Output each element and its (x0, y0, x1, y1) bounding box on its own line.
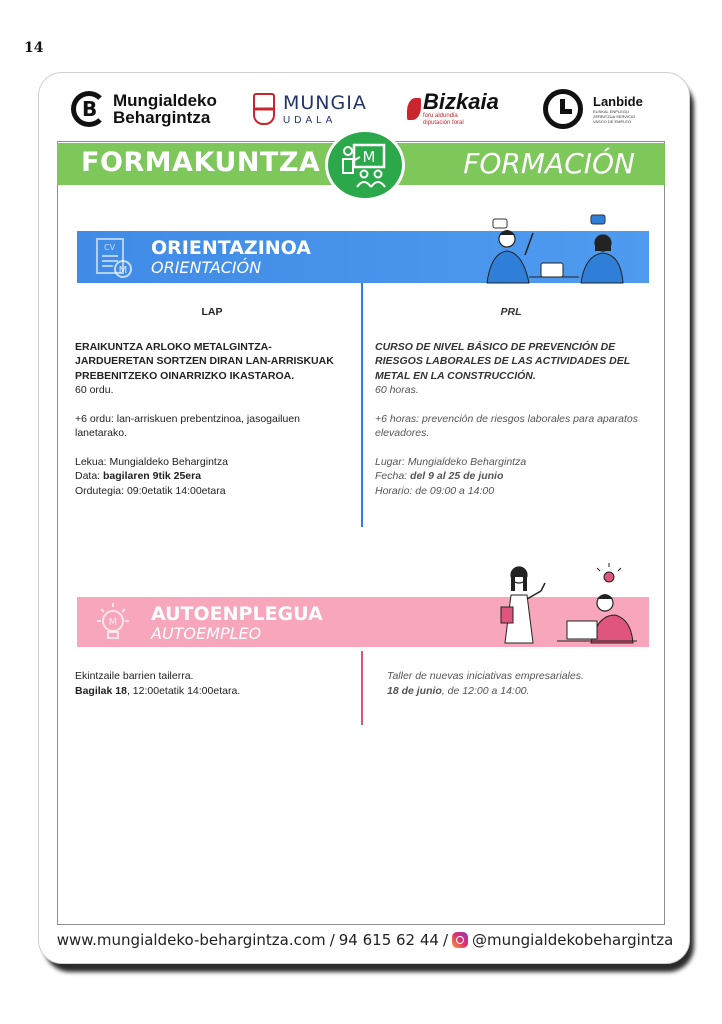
lanbide-wordmark (593, 94, 643, 124)
website-link[interactable]: www.mungialdeko-behargintza.com (56, 931, 326, 949)
workshop-spanish-title: Taller de nuevas iniciativas empresariales. (387, 670, 584, 682)
behargintza-line1: Mungialdeko (113, 91, 217, 110)
workshop-basque-date (75, 684, 349, 699)
prl-course-title: CURSO DE NIVEL BÁSICO DE PREVENCIÓN DE RIESGOS LABORALES DE LAS ACTIVIDADES DEL METAL EN LA CONSTRUCCIÓN. (375, 340, 630, 382)
footer (39, 931, 690, 949)
workshop-basque-title: Ekintzaile barrien tailerra. (75, 670, 194, 682)
workshop-spanish-date (387, 684, 649, 699)
svg-text:M: M (362, 148, 376, 166)
selfemployment-divider (361, 651, 363, 725)
mungia-wordmark (283, 93, 367, 126)
mungia-udala-logo (253, 85, 367, 133)
orientation-title: ORIENTAZINOA (151, 237, 312, 259)
lanbide-subtitle: EUSKAL ENPLEGU ZERBITZUA SERVICIO VASCO DE EMPLEO (593, 109, 636, 124)
prl-date-value: del 9 al 25 de junio (410, 470, 504, 482)
lanbide-logo (543, 85, 643, 133)
selfemployment-title: AUTOENPLEGUA (151, 603, 323, 625)
lap-date-value: bagilaren 9tik 25era (103, 470, 202, 482)
orientation-basque-column (75, 305, 349, 498)
header-basque: FORMAKUNTZA (81, 147, 321, 178)
flyer-card (38, 72, 690, 964)
svg-text:M: M (118, 265, 128, 276)
lap-place: Lekua: Mungialdeko Behargintza (75, 455, 228, 468)
prl-date (375, 469, 647, 484)
lap-hours: 60 ordu. (75, 384, 114, 396)
teacher-board-icon (325, 129, 405, 201)
page-number: 14 (24, 40, 44, 56)
behargintza-line2: Behargintza (113, 108, 211, 127)
workshop-spanish-date-value: 18 de junio (387, 684, 442, 697)
lightbulb-icon (91, 601, 135, 645)
selfemployment-basque-column (75, 669, 349, 698)
mungia-name: MUNGIA (283, 91, 367, 114)
prl-heading: PRL (500, 306, 522, 318)
lap-date-label: Data: (75, 470, 104, 482)
mungia-shield-icon (253, 93, 275, 125)
prl-hours: 60 horas. (375, 384, 419, 396)
lap-date (75, 469, 349, 484)
instagram-handle[interactable]: @mungialdekobehargintza (472, 931, 674, 949)
lanbide-clock-icon (543, 89, 583, 129)
prl-schedule: Horario: de 09:00 a 14:00 (375, 484, 495, 497)
instagram-icon (452, 932, 468, 948)
lanbide-name: Lanbide (593, 94, 643, 109)
header-spanish: FORMACIÓN (463, 147, 635, 180)
bizkaia-wordmark (423, 91, 499, 127)
cv-document-icon (91, 235, 135, 279)
orientation-spanish-column (375, 305, 647, 498)
workshop-spanish-time: , de 12:00 a 14:00. (441, 684, 530, 697)
lap-course-title: ERAIKUNTZA ARLOKO METALGINTZA-JARDUERETAN SORTZEN DIRAN LAN-ARRISKUAK PREBENITZEKO OINARRIZKO IKASTAROA. (75, 340, 334, 382)
orientation-subtitle: ORIENTACIÓN (151, 258, 262, 277)
entrepreneurs-illustration (487, 563, 647, 651)
footer-separator: / (329, 931, 335, 949)
prl-date-label: Fecha: (375, 470, 411, 482)
bizkaia-name: Bizkaia (423, 89, 499, 114)
selfemployment-subtitle: AUTOEMPLEO (151, 624, 262, 643)
bizkaia-logo (407, 85, 499, 133)
selfemployment-spanish-column (387, 669, 649, 698)
footer-separator-2: / (442, 931, 449, 949)
lap-heading: LAP (201, 306, 223, 318)
workshop-basque-time: , 12:00etatik 14:00etara. (126, 684, 241, 697)
behargintza-mark-icon (71, 91, 107, 127)
svg-text:M: M (108, 617, 118, 628)
mungialdeko-behargintza-logo (71, 85, 217, 133)
phone-number[interactable]: 94 615 62 44 (338, 931, 439, 949)
lap-schedule: Ordutegia: 09:0etatik 14:00etara (75, 484, 226, 497)
udala-name: UDALA (283, 114, 337, 126)
orientation-divider (361, 283, 363, 527)
bizkaia-subtitle: foru aldundia diputación foral (423, 113, 464, 126)
behargintza-wordmark (113, 92, 217, 126)
prl-place: Lugar: Mungialdeko Behargintza (375, 455, 527, 468)
people-chatting-illustration (469, 211, 647, 285)
bizkaia-leaf-icon (407, 98, 421, 120)
svg-text:CV: CV (104, 243, 116, 252)
lap-extra-hours: +6 ordu: lan-arriskuen prebentzinoa, jasogailuen lanetarako. (75, 412, 301, 439)
workshop-basque-date-value: Bagilak 18 (75, 684, 127, 697)
prl-extra-hours: +6 horas: prevención de riesgos laborales para aparatos elevadores. (375, 412, 638, 439)
